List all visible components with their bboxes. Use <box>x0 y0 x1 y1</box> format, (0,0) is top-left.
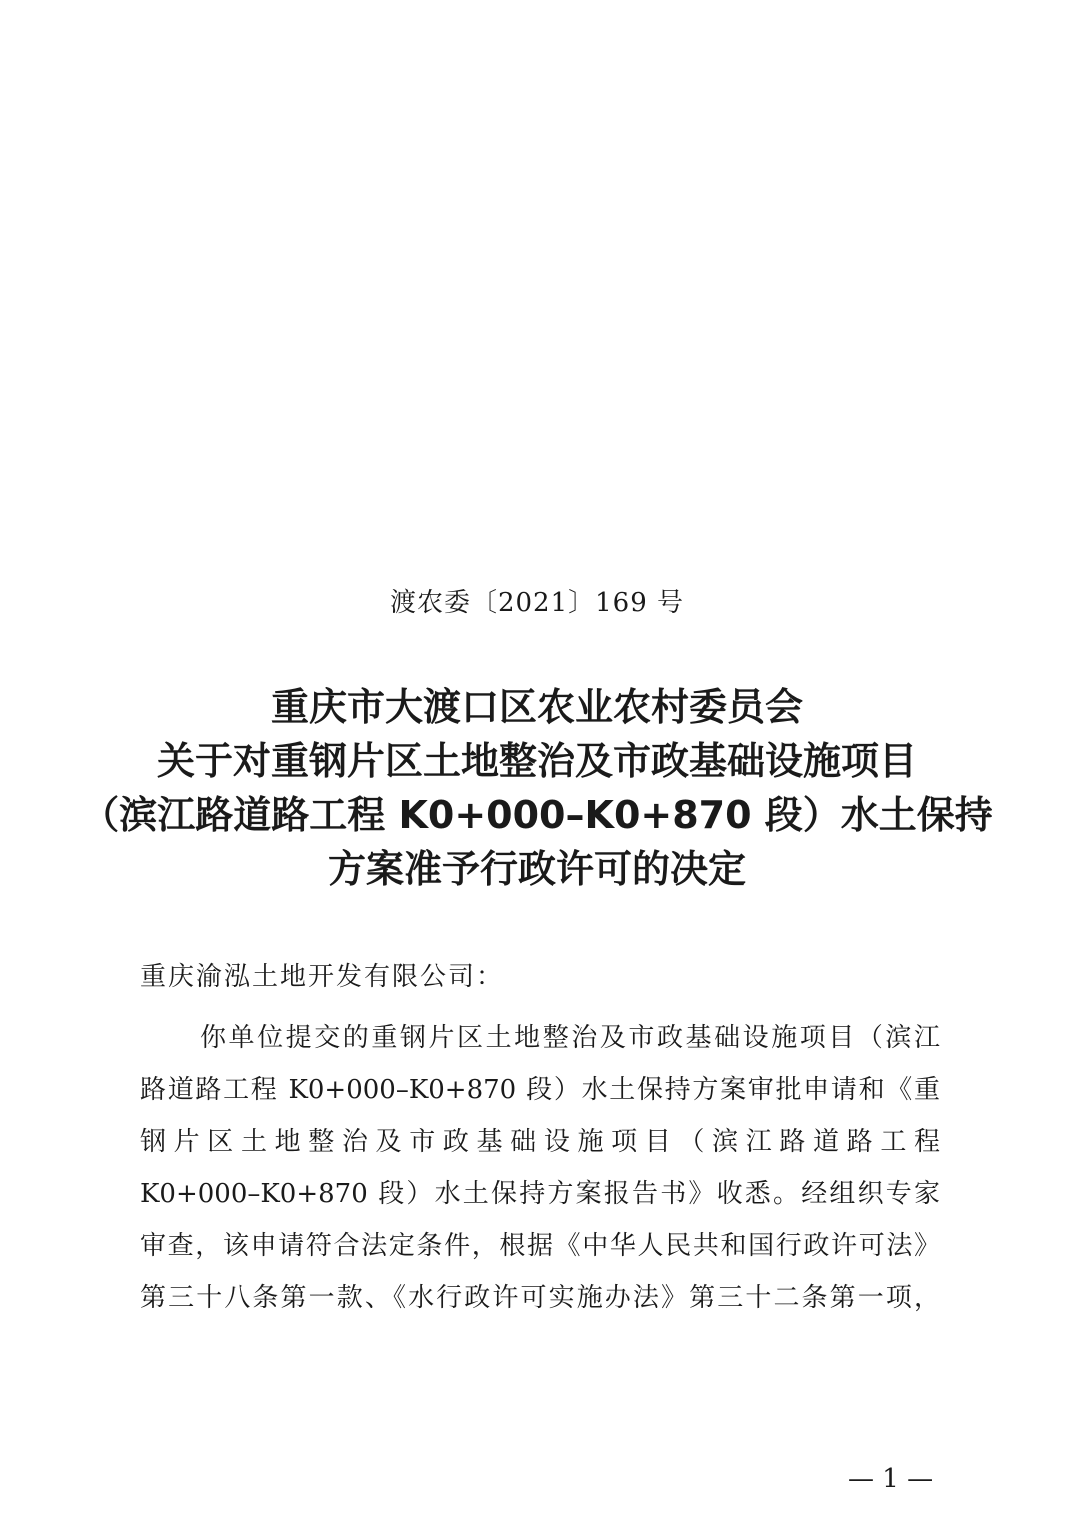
title-line: 方案准予行政许可的决定 <box>327 847 746 891</box>
document-title <box>0 680 1074 896</box>
body-line: K0+000–K0+870 段）水土保持方案报告书》收悉。经组织专家 <box>140 1179 940 1209</box>
title-line: （滨江路道路工程 K0+000–K0+870 段）水土保持 <box>81 793 993 837</box>
body-line: 审查，该申请符合法定条件，根据《中华人民共和国行政许可法》 <box>140 1231 940 1261</box>
title-line: 关于对重钢片区土地整治及市政基础设施项目 <box>156 739 917 783</box>
body-line: 路道路工程 K0+000–K0+870 段）水土保持方案审批申请和《重 <box>140 1075 940 1105</box>
recipient-salutation: 重庆渝泓土地开发有限公司： <box>140 962 505 992</box>
title-line: 重庆市大渡口区农业农村委员会 <box>270 685 803 729</box>
document-number: 渡农委〔2021〕169 号 <box>389 588 685 618</box>
body-line: 第三十八条第一款、《水行政许可实施办法》第三十二条第一项， <box>140 1283 940 1313</box>
page-number: — 1 — <box>848 1464 934 1494</box>
body-paragraph <box>140 1012 940 1324</box>
body-line: 你单位提交的重钢片区土地整治及市政基础设施项目（滨江 <box>200 1023 940 1053</box>
body-line: 钢片区土地整治及市政基础设施项目（滨江路道路工程 <box>140 1127 940 1157</box>
